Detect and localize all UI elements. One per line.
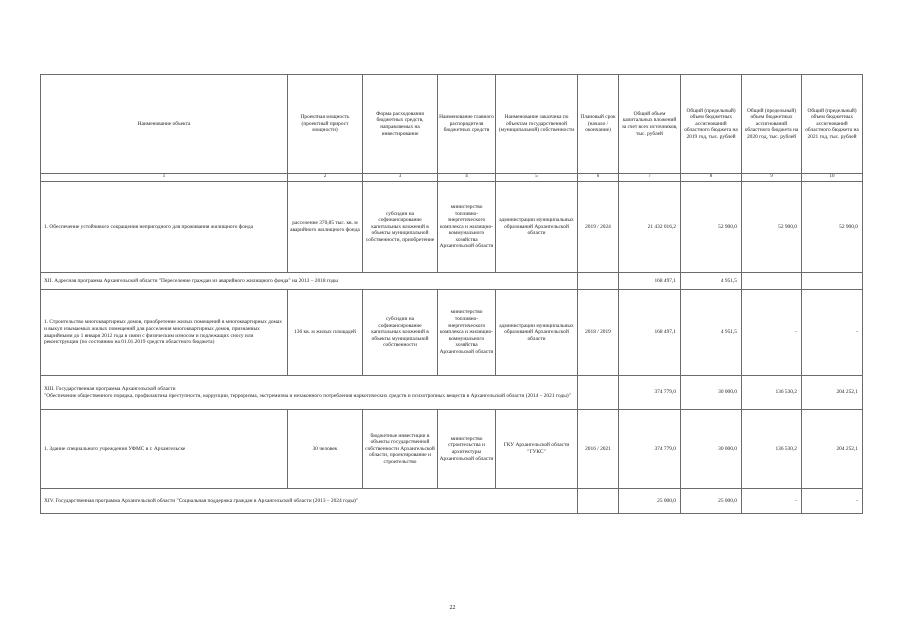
- section-title: [41, 376, 578, 410]
- period: 2018 / 2019: [578, 290, 619, 376]
- object-name: 1. Строительство многоквартирных домов, приобретение жилых помещений в многоквартирных домах и выкуп изымаемых жилых помещений для расселения многоквартирных домов, признанных аварийными до 1 января 2012 года в связи с физическим износом и подлежащих сносу или реконструкции (по состоянию на 01.01.2019 средств областного бюджета): [41, 290, 288, 376]
- total-investment: 168 497,1: [619, 273, 681, 290]
- section-title-line2: "Обеспечение общественного порядка, профилактика преступности, коррупции, терроризма, экстремизма и незаконного потребления наркотических средств и психотропных веществ в Архангельской области (2014 – 2021 годы)": [44, 392, 571, 399]
- budget-2021: 204 252,1: [802, 376, 863, 410]
- budget-2021: [802, 273, 863, 290]
- table-row: [41, 410, 863, 489]
- capacity: 136 кв. м жилых площадей: [288, 290, 363, 376]
- column-number: 1: [41, 174, 288, 182]
- period: [578, 489, 619, 514]
- budget-2021: 52 900,0: [802, 182, 863, 273]
- header-capacity: Проектная мощность (проектный прирост мощности): [288, 75, 363, 174]
- total-investment: 168 497,1: [619, 290, 681, 376]
- header-budget-manager: Наименование главного распорядителя бюджетных средств: [438, 75, 496, 174]
- page-number: 22: [449, 605, 456, 611]
- budget-2019: 30 000,0: [681, 410, 742, 489]
- column-number: 4: [438, 174, 496, 182]
- table-row: [41, 290, 863, 376]
- budget-2019: 4 951,5: [681, 290, 742, 376]
- budget-2020: 136 530,2: [742, 410, 802, 489]
- header-budget-2021: Общий (предельный) объем бюджетных ассигнований областного бюджета на 2021 год, тыс. рублей: [802, 75, 863, 174]
- column-number: 7: [619, 174, 681, 182]
- section-row: [41, 489, 863, 514]
- column-number: 9: [742, 174, 802, 182]
- total-investment: 25 000,0: [619, 489, 681, 514]
- section-title-line1: XIII. Государственная программа Архангельской области: [44, 385, 176, 392]
- column-number: 3: [363, 174, 438, 182]
- total-investment: 374 779,0: [619, 376, 681, 410]
- budget-2020: -: [742, 290, 802, 376]
- column-number: 2: [288, 174, 363, 182]
- budget-2020: 52 900,0: [742, 182, 802, 273]
- customer: администрации муниципальных образований Архангельской области: [496, 182, 578, 273]
- header-budget-2019: Общий (предельный) объем бюджетных ассигнований областного бюджета на 2019 год, тыс. рублей: [681, 75, 742, 174]
- header-period: Плановый срок (начало / окончание): [578, 75, 619, 174]
- budget-manager: министерство строительства и архитектуры Архангельской области: [438, 410, 496, 489]
- budget-2019: 30 000,0: [681, 376, 742, 410]
- section-row: [41, 273, 863, 290]
- investment-table: [40, 74, 863, 514]
- header-budget-2020: Общий (предельный) объем бюджетных ассигнований областного бюджета на 2020 год, тыс. рублей: [742, 75, 802, 174]
- budget-manager: министерство топливно-энергетического комплекса и жилищно-коммунального хозяйства Архангельской области: [438, 182, 496, 273]
- column-number: 5: [496, 174, 578, 182]
- spending-form: субсидии на софинансирование капитальных вложений в объекты муниципальной собственности, приобретение: [363, 182, 438, 273]
- section-title: XIV. Государственная программа Архангельской области "Социальная поддержка граждан в Архангельской области (2013 – 2024 годы)": [41, 489, 578, 514]
- period: 2016 / 2021: [578, 410, 619, 489]
- spending-form: бюджетные инвестиции в объекты государственной собственности Архангельской области, проектирование и строительство: [363, 410, 438, 489]
- header-object-name: Наименование объекта: [41, 75, 288, 174]
- budget-2019: 4 951,5: [681, 273, 742, 290]
- object-name: 1. Здание специального учреждения УФМС в г. Архангельске: [41, 410, 288, 489]
- header-total-investment: Общий объем капитальных вложений за счет всех источников, тыс. рублей: [619, 75, 681, 174]
- header-spending-form: Форма расходования бюджетных средств, направляемых на инвестирование: [363, 75, 438, 174]
- period: [578, 376, 619, 410]
- column-number-row: [41, 174, 863, 182]
- budget-2019: 52 900,0: [681, 182, 742, 273]
- customer: администрации муниципальных образований Архангельской области: [496, 290, 578, 376]
- total-investment: 21 432 016,2: [619, 182, 681, 273]
- header-row: [41, 75, 863, 174]
- spending-form: субсидии на софинансирование капитальных вложений в объекты муниципальной собственности: [363, 290, 438, 376]
- customer: ГКУ Архангельской области "ГУКС": [496, 410, 578, 489]
- object-name: 1. Обеспечение устойчивого сокращения непригодного для проживания жилищного фонда: [41, 182, 288, 273]
- budget-2020: 136 530,2: [742, 376, 802, 410]
- section-row: [41, 376, 863, 410]
- column-number: 6: [578, 174, 619, 182]
- section-title: XII. Адресная программа Архангельской области "Переселение граждан из аварийного жилищного фонда" на 2013 – 2018 годы: [41, 273, 578, 290]
- period: [578, 273, 619, 290]
- budget-manager: министерство топливно-энергетического комплекса и жилищно-коммунального хозяйства Архангельской области: [438, 290, 496, 376]
- budget-2021: -: [802, 290, 863, 376]
- capacity: 30 человек: [288, 410, 363, 489]
- column-number: 8: [681, 174, 742, 182]
- table-row: [41, 182, 863, 273]
- budget-2020: -: [742, 489, 802, 514]
- total-investment: 374 779,0: [619, 410, 681, 489]
- budget-2021: -: [802, 489, 863, 514]
- period: 2019 / 2024: [578, 182, 619, 273]
- header-customer: Наименование заказчика по объектам государственной (муниципальной) собственности: [496, 75, 578, 174]
- budget-2021: 204 252,1: [802, 410, 863, 489]
- budget-2019: 25 000,0: [681, 489, 742, 514]
- capacity: расселение 370,85 тыс. кв. м аварийного жилищного фонда: [288, 182, 363, 273]
- column-number: 10: [802, 174, 863, 182]
- budget-2020: [742, 273, 802, 290]
